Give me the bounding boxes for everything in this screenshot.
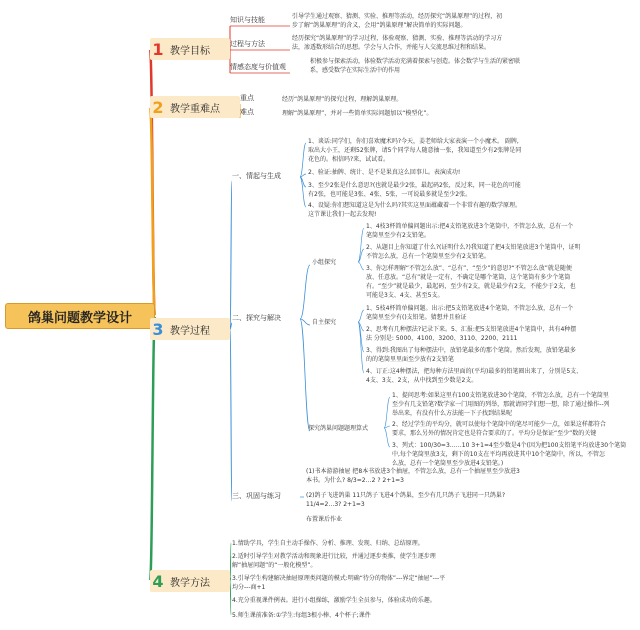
text-line: 笔筒里至少有()支铅笔。猜想并且验证 — [366, 314, 467, 321]
topic-label: 教学目标 — [170, 45, 210, 57]
process-stage-3[interactable]: 三、巩固与练习 — [232, 492, 281, 500]
connector-line — [230, 581, 231, 615]
key-point-label[interactable]: 重点 — [240, 94, 254, 102]
connector-line — [384, 428, 390, 447]
group1-item-2 — [366, 243, 634, 261]
method-item-3 — [232, 574, 532, 592]
group3-item-3 — [392, 441, 636, 468]
goal-label-process[interactable]: 过程与方法 — [230, 40, 265, 48]
text-line: 有2张，也可能是3张、4张、5张，一可说最多就是至少2张。 — [308, 191, 472, 198]
method-item-1 — [232, 539, 532, 548]
topic-number: 2 — [152, 97, 164, 117]
stage3-exercises — [306, 467, 626, 524]
goal-text-process — [292, 34, 632, 52]
text-line: 1.情助学具，学生自主动手操作、分析、推理、发现、归纳、总结原理。 — [232, 540, 424, 547]
text-line: 不管怎么放，总有一个笔筒里至少有2支铅笔。 — [366, 253, 490, 260]
connector-line — [230, 329, 232, 501]
text-line: 经历探究“鸽巢原理”的学习过程，体验观察、猜测、实验、推理等活动的学习方 — [292, 35, 503, 42]
group-small-group-inquiry[interactable]: 小组探究 — [312, 259, 337, 266]
stage1-item-1 — [308, 137, 633, 164]
topic-number: 4 — [152, 571, 164, 591]
text-line: 引导学生通过观察、猜测、实验、推理等活动，经历探究“鸽巢原理”的过程，初 — [292, 13, 503, 20]
text-line: 取出大小王，还剩52张牌，请5个同学每人随意抽一张，我知道至少有2张牌是同 — [308, 147, 522, 154]
text-line: 均分---商+1 — [232, 584, 266, 591]
goal-label-attitude[interactable]: 情感态度与价值观 — [230, 63, 286, 71]
goal-text-knowledge — [292, 12, 632, 30]
text-line: 4.充分重视课件例表。进行小组操练，激励学生全员参与，体验成功的乐趣。 — [232, 597, 436, 604]
connector-line — [384, 397, 390, 428]
goal-text-attitude — [310, 57, 635, 75]
text-line: 3、列式：100/30=3……10 3+1=4至少数是4个(因为把100支铅笔平均放进30个笔筒 — [392, 442, 627, 449]
text-line: 2、经过学生的平均分，就可以使每个笔筒中的笔尽可能少一点，如果这样都符合 — [392, 421, 606, 428]
text-line: 举出来，有没有什么方法能一下子找到结果呢 — [392, 410, 513, 417]
text-line: 3.引导学生构建解决抽屉原理类问题的模式:明确“待分的物体”---界定“抽屉”---平 — [232, 575, 446, 582]
group2-item-2 — [366, 325, 634, 343]
text-line: 放、任意放。“总有”就是一定有，不确定是哪个笔筒，这个笔筒有多少个笔筒 — [366, 274, 571, 281]
text-line: 11/4=2…3? 2+1=3 — [306, 501, 365, 508]
text-line: 法，渗透数形结合的思想。学会与人合作，并能与人交流思维过程和结果。 — [292, 44, 491, 51]
key-point-text: 经历“鸽巢原理”的探究过程，理解鸽巢原理。 — [282, 96, 403, 103]
text-line: 积极参与探索活动，体验数学活动充满着探索与创造。体会数学与生活的紧密联 — [310, 58, 521, 65]
connector-line — [300, 143, 306, 177]
connector-line — [300, 319, 310, 431]
text-line: 2、从题目上你知道了什么?(证明什么?)我知道了把4支铅笔放进3个笔筒中，证明 — [366, 244, 581, 251]
group3-item-1 — [392, 391, 636, 418]
process-stage-2[interactable]: 二、探究与解决 — [232, 314, 281, 322]
text-line: 2、验证:抽牌、统计、是不是果真这么回事儿。表演成功! — [308, 169, 461, 176]
group1-item-3 — [366, 264, 634, 300]
text-line: 至少有几支铅笔?数学家一门用图的列举，那就请同学们想一想，除了通过操作--列 — [392, 401, 610, 408]
stage1-item-2 — [308, 168, 633, 177]
text-line: 笔筒里至少有2支铅笔。 — [366, 232, 430, 239]
connector-line — [230, 556, 231, 581]
text-line: 么放，总有一个笔筒里至少放进4支铅笔。) — [392, 460, 504, 467]
text-line: 4、设疑:你们想知道这是为什么吗?其实这里面蕴藏着一个非常有趣的数学原理。 — [308, 202, 522, 209]
text-line: 2.适时引导学生对教学活动和现象进行比较，并通过逐步类推，使学生逐步理 — [232, 553, 436, 560]
stage1-item-3 — [308, 181, 633, 199]
text-line: 4、订正:这4种摆法，把每种方法里面的(平均)最多的铅笔圈出来了，分别是5支、 — [366, 368, 583, 375]
topic-teaching-methods[interactable] — [150, 570, 230, 592]
topic-teaching-process[interactable] — [150, 318, 230, 340]
difficult-point-label[interactable]: 难点 — [240, 108, 254, 116]
process-stage-1[interactable]: 一、情起与生成 — [232, 172, 281, 180]
text-line: 1、4枝3杯简单偏问题出示:把4支铅笔放进3个笔筒中，不管怎么放，总有一个 — [366, 223, 574, 230]
text-line: 4支、3支、2支，从中找到至少数是2支。 — [366, 377, 478, 384]
root-title: 鸽巢问题教学设计 — [27, 310, 132, 326]
connector-line — [150, 316, 155, 581]
text-line: 3、你怎样理解“不管怎么放”、“总有”、“至少”的意思?“不管怎么放”就是随便 — [366, 265, 572, 272]
stage1-item-4 — [308, 201, 633, 219]
text-line: 法 分别是: 5000、4100、3200、3110、2200、2111 — [366, 335, 518, 342]
connector-line — [358, 310, 364, 322]
topic-label: 教学过程 — [170, 325, 210, 337]
text-line: 中,每个笔筒里放3支，剩下的10支在平均再放进其中10个笔筒中，所以，不管怎 — [392, 451, 605, 458]
text-line: 的的笔筒里里面至少放有2支铅笔 — [366, 356, 454, 363]
text-line: 本书。为什么? 8/3=2…2 ? 2+1=3 — [306, 477, 404, 484]
text-line: 3、得到:我图出了每种摆法中，放铅笔最多的那个笔筒。然后发现，放铅笔最多 — [366, 347, 576, 354]
topic-number: 3 — [152, 319, 164, 339]
method-item-4 — [232, 596, 532, 605]
group-formula-inquiry[interactable]: 探究鸽巢问题题理算式 — [308, 425, 369, 432]
difficult-point-text: 理解“鸽巢原理”，并对一些简单实际问题加以“模型化”。 — [282, 110, 433, 117]
text-line: 布置课后作业 — [306, 516, 343, 523]
group2-item-1 — [366, 304, 634, 322]
topic-teaching-goals[interactable] — [150, 38, 230, 60]
group3-item-2 — [392, 420, 636, 438]
text-line: 花色的。相信吗?来，试试看。 — [308, 156, 390, 163]
connector-line — [300, 265, 310, 319]
text-line: 步了解“鸽巢原理”的含义，会用“鸽巢原理”解决简单的实际问题。 — [292, 22, 467, 29]
group2-item-4 — [366, 367, 634, 385]
text-line: 1、5枝4杯简单偏问题。出示:把5支铅笔放进4个笔筒，不管怎么放，总有一个 — [366, 305, 574, 312]
connector-line — [358, 322, 364, 373]
text-line: (2)鸽子飞进鸽巢 11只鸽子飞进4个鸽巢，至少有几只鸽子飞进同一只鸽巢? — [306, 492, 506, 499]
group-independent-inquiry[interactable]: 自主探究 — [312, 319, 337, 326]
group1-item-1 — [366, 222, 634, 240]
text-line: 系，感受数学在实际生活中的作用 — [310, 67, 401, 74]
text-line: 要求，那么另外的情况肯定也是符合要求的了。平均分是保证“至少”数的关键 — [392, 430, 597, 437]
text-line: (1)书本游游抽屉 把8本书放进3个抽屉，不管怎么放，总有一个抽屉里至少放进3 — [306, 468, 520, 475]
method-item-5 — [232, 611, 532, 620]
root-node[interactable] — [5, 303, 155, 329]
goal-label-knowledge[interactable]: 知识与技能 — [230, 16, 265, 24]
connector-line — [358, 228, 364, 262]
text-line: 2、思考有几种摆法?记录下来。5、汇报:把5支铅笔放进4个笔筒中，共有4种摆 — [366, 326, 577, 333]
topic-number: 1 — [152, 39, 164, 59]
group2-item-3 — [366, 346, 634, 364]
connector-line — [358, 262, 364, 270]
topic-key-difficult-points[interactable] — [150, 96, 240, 118]
text-line: 1、提问思考:如果这里有100支铅笔放进30个笔筒，不管怎么放，总有一个笔筒里 — [392, 392, 609, 399]
topic-label: 教学重难点 — [170, 103, 220, 115]
method-item-2 — [232, 552, 532, 570]
connector-line — [150, 107, 155, 316]
text-line: 可能是3支、4支、甚至5支。 — [366, 292, 444, 299]
text-line: 3、至少2张是什么意思?(也就是最少2张，最起码2张，反过来，同一花色的可能 — [308, 182, 521, 189]
text-line: 有。“至少”就是最少，最起码，至少有2支，就是最少有2支，不能少于2支，也 — [366, 283, 576, 290]
text-line: 5.师生课前准备:①学生:每组3根小棒、4个杯子;课件 — [232, 612, 371, 619]
text-line: 这节课让我们一起去发现! — [308, 211, 377, 218]
connector-line — [230, 181, 232, 329]
text-line: 解“抽屉问题”的“一般化模型”。 — [232, 562, 317, 569]
topic-label: 教学方法 — [170, 577, 210, 589]
text-line: 1、谈话:同学们，你们喜欢魔术吗?今天，姜老师给大家表演一个小魔术。 副牌, — [308, 138, 519, 145]
